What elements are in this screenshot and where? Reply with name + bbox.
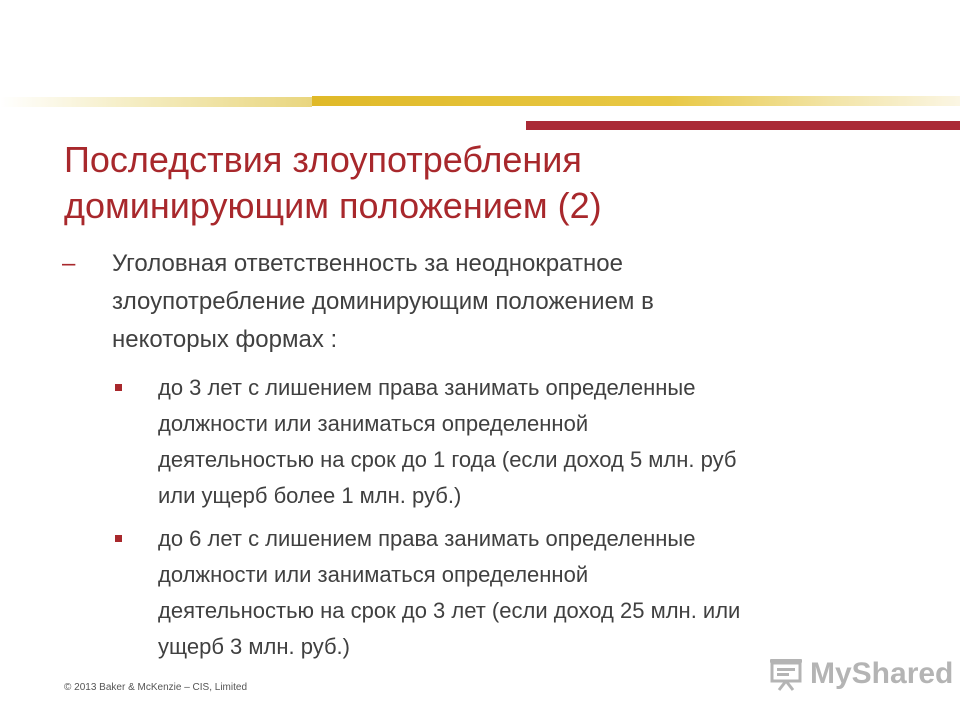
level1-item [62, 245, 942, 359]
bullet-line: до 3 лет с лишением права занимать определенные [158, 375, 696, 400]
top-fade-bar [0, 97, 312, 107]
slide-body [62, 245, 942, 665]
bullet-line: или ущерб более 1 млн. руб.) [158, 483, 462, 508]
title-line: Последствия злоупотребления [64, 139, 582, 180]
bullet-line: до 6 лет с лишением права занимать определенные [158, 526, 696, 551]
bullet-line: ущерб 3 млн. руб.) [158, 634, 350, 659]
bullet-item [62, 370, 942, 514]
bullet-line: должности или заниматься определенной [158, 562, 589, 587]
bullet-line: деятельностью на срок до 1 года (если доход 5 млн. руб [158, 447, 737, 472]
top-gold-bar [312, 96, 960, 106]
bullet-line: деятельностью на срок до 3 лет (если доход 25 млн. или [158, 598, 741, 623]
square-bullet-icon [115, 384, 122, 391]
bullet-item [62, 521, 942, 665]
title-line: доминирующим положением (2) [64, 185, 602, 226]
level1-line: злоупотребление доминирующим положением в [112, 288, 654, 315]
bullet-line: должности или заниматься определенной [158, 411, 589, 436]
watermark-logo [768, 656, 953, 692]
top-red-bar [526, 121, 960, 130]
projector-screen-icon [768, 657, 804, 691]
dash-marker: – [62, 250, 76, 277]
square-bullet-icon [115, 535, 122, 542]
level1-line: Уголовная ответственность за неоднократное [112, 250, 623, 277]
slide-title [64, 137, 784, 229]
level1-line: некоторых формах : [112, 326, 338, 353]
footer-copyright: © 2013 Baker & McKenzie – CIS, Limited [64, 682, 248, 693]
watermark-text: MyShared [810, 657, 954, 690]
